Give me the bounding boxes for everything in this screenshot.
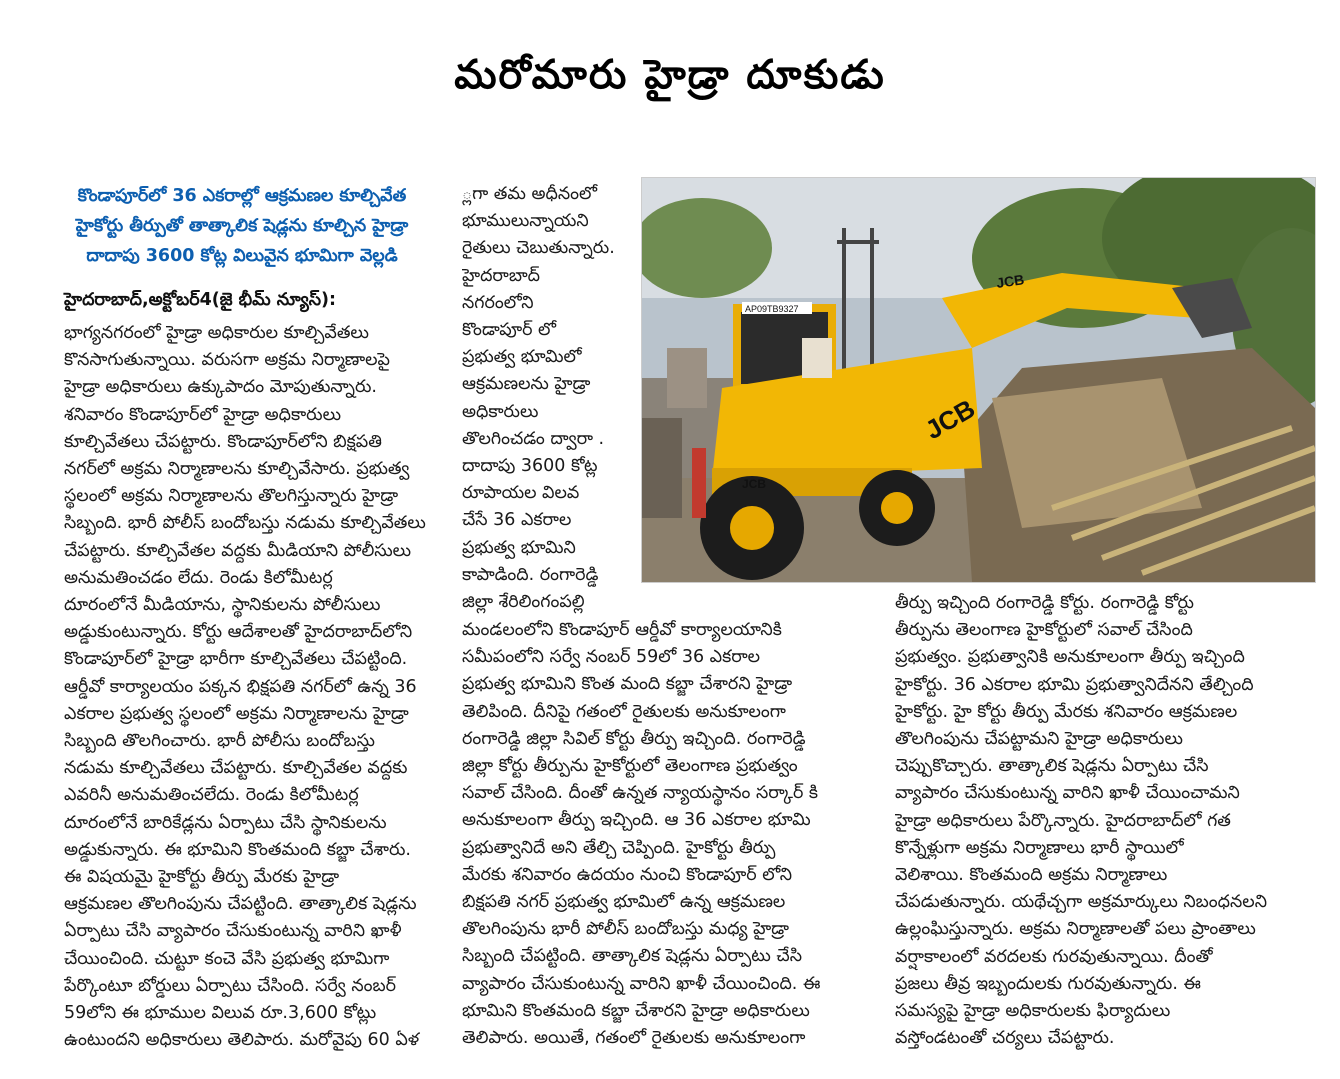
article-column-1 (64, 320, 446, 1054)
headline: మరోమారు హైడ్రా దూకుడు (454, 52, 886, 98)
article-line: కొండాపూర్ లో (462, 320, 557, 341)
subheading-line: హైకోర్టు తీర్పుతో తాత్కాలిక షెడ్లను కూల్చిన హైడ్రా (75, 216, 409, 236)
article-line: ప్రభుత్వానిదే అని తేల్చి చెప్పింది. హైకోర్టు తీర్పు (462, 837, 776, 858)
article-line: చేపట్టారు. కూల్చివేతల వద్దకు మీడియాని పోలీసులు (64, 540, 412, 561)
article-line: పేర్కొంటూ బోర్డులు ఏర్పాటు చేసింది. సర్వే నంబర్ (64, 975, 396, 996)
article-line: తొలగించడం ద్వారా . (462, 428, 605, 449)
article-line: తెలిపింది. దీనిపై గతంలో రైతులకు అనుకూలంగా (462, 701, 786, 722)
article-line: ప్రజలు తీవ్ర ఇబ్బందులకు గురవుతున్నారు. ఈ (895, 973, 1201, 994)
article-line: ఉల్లంఘిస్తున్నారు. అక్రమ నిర్మాణాలతో పలు ప్రాంతాలు (895, 919, 1256, 940)
article-line: దాదాపు 3600 కోట్ల (462, 456, 598, 477)
article-line: సిబ్బంది తొలగించారు. భారీ పోలీసు బందోబస్తు (64, 731, 375, 752)
article-line: నడుమ కూల్చివేతలు చేపట్టారు. కూల్చివేతల వద్దకు (64, 758, 408, 779)
article-line: తెలిపారు. అయితే, గతంలో రైతులకు అనుకూలంగా (462, 1028, 806, 1049)
article-line: వ్యాపారం చేసుకుంటున్న వారిని ఖాళీ చేయించామని (895, 783, 1240, 804)
article-line: సమస్యపై హైడ్రా అధికారులకు ఫిర్యాదులు (895, 1001, 1171, 1022)
jcb-number-plate: AP09TB9327 (745, 304, 799, 314)
article-line: ప్రభుత్వ భూమిని కొంత మంది కబ్జా చేశారని హైడ్రా (462, 674, 793, 695)
article-line: ఎవరినీ అనుమతించలేదు. రెండు కిలోమీటర్ల (64, 785, 359, 806)
jcb-cab-logo: JCB (920, 393, 981, 446)
article-line: హైకోర్టు. 36 ఎకరాల భూమి ప్రభుత్వానిదేనని తేల్చింది (895, 674, 1254, 695)
jcb-front-logo: JCB (742, 477, 767, 491)
article-line: అధికారులు (462, 401, 539, 422)
article-line: సిబ్బంది. భారీ పోలీస్ బందోబస్తు నడుమ కూల్చివేతలు (64, 513, 426, 534)
article-line: వ్యాపారం చేసుకుంటున్న వారిని ఖాళీ చేయించింది. ఈ (462, 973, 821, 994)
article-line: ఆర్డీవో కార్యాలయం పక్కన భిక్షపతి నగర్‌లో ఉన్న 36 (64, 676, 417, 697)
article-line: తీర్పును తెలంగాణ హైకోర్టులో సవాల్ చేసింది (895, 620, 1193, 641)
article-line: స్థలంలో అక్రమ నిర్మాణాలను తొలగిస్తున్నారు హైడ్రా (64, 486, 399, 507)
article-line: ఆక్రమణలను హైడ్రా (462, 374, 591, 395)
article-line: ఆక్రమణల తొలగింపును చేపట్టింది. తాత్కాలిక షెడ్లను (64, 894, 417, 915)
article-line: రైతులు చెబుతున్నారు. (462, 238, 615, 259)
article-line: నగరంలోని (462, 292, 534, 313)
article-line: జిల్లా శేరిలింగంపల్లి (462, 592, 585, 613)
article-line: అనుమతించడం లేదు. రెండు కిలోమీటర్ల (64, 567, 333, 588)
article-line: అనుకూలంగా తీర్పు ఇచ్చింది. ఆ 36 ఎకరాల భూమి (462, 810, 811, 831)
article-line: కొన్నేళ్లుగా అక్రమ నిర్మాణాలు భారీ స్థాయిలో (895, 837, 1184, 858)
article-line: చేయించింది. చుట్టూ కంచె వేసి ప్రభుత్వ భూమిగా (64, 948, 390, 969)
article-line: తొలగింపును భారీ పోలీస్ బందోబస్తు మధ్య హైడ్రా (462, 919, 790, 940)
article-column-3 (895, 590, 1315, 1052)
article-line: రంగారెడ్డి జిల్లా సివిల్ కోర్టు తీర్పు ఇచ్చింది. రంగారెడ్డి (462, 728, 806, 749)
article-line: మేరకు శనివారం ఉదయం నుంచి కొండాపూర్ లోని (462, 864, 793, 885)
article-line: ప్రభుత్వ భూమిలో (462, 347, 582, 368)
article-line: ఎకరాల ప్రభుత్వ స్థలంలో అక్రమ నిర్మాణాలను హైడ్రా (64, 703, 409, 724)
dateline: హైదరాబాద్,అక్టోబర్4(జై భీమ్ న్యూస్): (64, 290, 337, 310)
article-line: నగర్‌లో అక్రమ నిర్మాణాలను కూల్చివేసారు. ప్రభుత్వ (64, 459, 410, 480)
article-line: కొనసాగుతున్నాయి. వరుసగా అక్రమ నిర్మాణాలపై (64, 350, 390, 371)
jcb-arm-logo: JCB (995, 271, 1026, 291)
article-line: హైదరాబాద్ (462, 265, 540, 286)
article-line: కూల్చివేతలు చేపట్టారు. కొండాపూర్‌లోని బిక్షపతి (64, 431, 382, 452)
article-line: అడ్డుకున్నారు. ఈ భూమిని కొంతమంది కబ్జా చేశారు. (64, 839, 411, 860)
article-line: సిబ్బంది చేపట్టింది. తాత్కాలిక షెడ్లను ఏర్పాటు చేసి (462, 946, 802, 967)
article-line: భూములున్నాయని (462, 211, 589, 232)
article-line: ఏర్పాటు చేసి వ్యాపారం చేసుకుంటున్న వారిని ఖాళీ (64, 921, 402, 942)
article-line: హైడ్రా అధికారులు ఉక్కుపాదం మోపుతున్నారు. (64, 377, 377, 398)
article-line: మండలంలోని కొండాపూర్ ఆర్డీవో కార్యాలయానికి (462, 620, 782, 640)
article-line: అడ్డుకుంటున్నారు. కోర్టు ఆదేశాలతో హైదరాబాద్‌లోని (64, 622, 413, 643)
article-line: చేపడుతున్నారు. యథేచ్చగా అక్రమార్కులు నిబంధనలని (895, 892, 1268, 913)
article-line: వస్తోండటంతో చర్యలు చేపట్టారు. (895, 1028, 1115, 1049)
article-column-2-narrow (462, 181, 634, 616)
article-line: ఈ విషయమై హైకోర్టు తీర్పు మేరకు హైడ్రా (64, 867, 340, 888)
article-line: చెప్పుకొచ్చారు. తాత్కాలిక షెడ్లను ఏర్పాటు చేసి (895, 756, 1209, 777)
article-line: భాగ్యనగరంలో హైడ్రా అధికారుల కూల్చివేతలు (64, 323, 369, 343)
article-line: ప్రభుత్వం. ప్రభుత్వానికి అనుకూలంగా తీర్పు ఇచ్చింది (895, 647, 1245, 668)
subheadings (52, 181, 432, 271)
article-line: జిల్లా కోర్టు తీర్పును హైకోర్టులో తెలంగాణ ప్రభుత్వం (462, 756, 798, 777)
article-line: వెలిశాయి. కొంతమంది అక్రమ నిర్మాణాలు (895, 865, 1168, 886)
article-line: ్లగా తమ అధీనంలో (462, 184, 598, 204)
article-line: దూరంలోనే మీడియాను, స్థానికులను పోలీసులు (64, 595, 381, 616)
article-line: తీర్పు ఇచ్చింది రంగారెడ్డి కోర్టు. రంగారెడ్డి కోర్టు (895, 593, 1194, 613)
article-line: తొలగింపును చేపట్టామని హైడ్రా అధికారులు (895, 729, 1183, 750)
subheading-line: కొండాపూర్‌లో 36 ఎకరాల్లో ఆక్రమణల కూల్చివేత (77, 186, 407, 206)
article-line: ఉంటుందని అధికారులు తెలిపారు. మరోవైపు 60 ఏళ (64, 1030, 420, 1051)
article-line: కాపాడింది. రంగారెడ్డి (462, 564, 599, 585)
article-line: 59లోని ఈ భూముల విలువ రూ.3,600 కోట్లు (64, 1003, 377, 1024)
subheading-line: దాదాపు 3600 కోట్ల విలువైన భూమిగా వెల్లడి (86, 246, 398, 266)
article-line: బిక్షపతి నగర్ ప్రభుత్వ భూమిలో ఉన్న ఆక్రమణల (462, 892, 786, 913)
article-line: సవాల్ చేసింది. దీంతో ఉన్నత న్యాయస్థానం సర్కార్ కి (462, 783, 819, 804)
article-line: చేసే 36 ఎకరాల (462, 510, 572, 531)
article-line: శనివారం కొండాపూర్‌లో హైడ్రా అధికారులు (64, 404, 342, 425)
article-line: వర్షాకాలంలో వరదలకు గురవుతున్నాయి. దీంతో (895, 946, 1213, 967)
article-line: రూపాయల విలవ (462, 483, 580, 504)
article-line: హైకోర్టు. హై కోర్టు తీర్పు మేరకు శనివారం ఆక్రమణల (895, 701, 1238, 722)
article-line: ప్రభుత్వ భూమిని (462, 537, 576, 558)
article-line: కొండాపూర్‌లో హైడ్రా భారీగా కూల్చివేతలు చేపట్టింది. (64, 649, 408, 670)
article-column-2-wide (462, 617, 882, 1052)
article-line: హైడ్రా అధికారులు పేర్కొన్నారు. హైదరాబాద్‌లో గత (895, 810, 1231, 831)
article-line: భూమిని కొంతమంది కబ్జా చేశారని హైడ్రా అధికారులు (462, 1000, 810, 1021)
article-line: సమీపంలోని సర్వే నంబర్ 59లో 36 ఎకరాల (462, 647, 761, 668)
article-line: దూరంలోనే బారికేడ్లను ఏర్పాటు చేసి స్థానికులను (64, 812, 387, 833)
news-photo-jcb-demolition (641, 177, 1316, 583)
